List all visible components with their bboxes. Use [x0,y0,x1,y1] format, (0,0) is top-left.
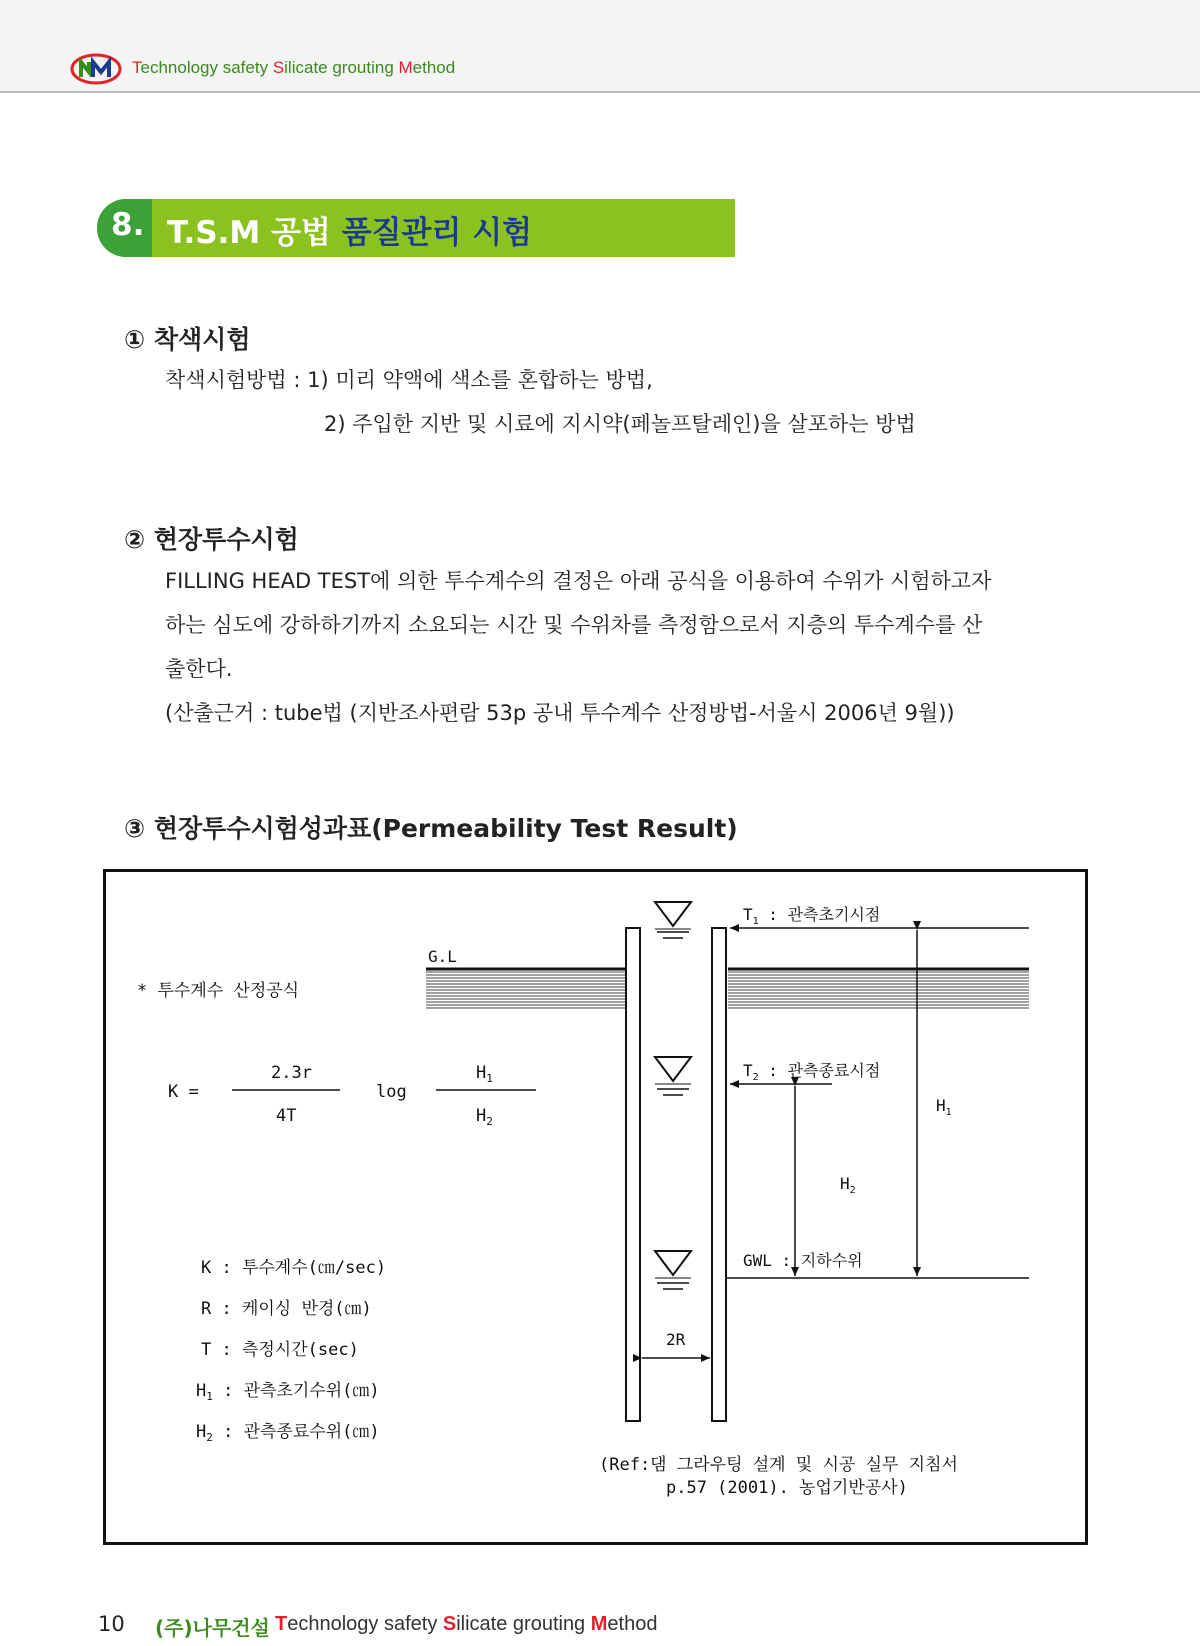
title-number-box [97,199,152,257]
gwl-label: GWL : 지하수위 [743,1251,863,1270]
formula-h1: $H_1$ [476,1063,493,1085]
t1-label: $T_1$ : 관측초기시점 [743,905,881,927]
water-level-symbol-1 [655,902,691,938]
water-level-symbol-3 [655,1251,691,1289]
page-number: 10 [98,1612,125,1636]
ground-left [426,969,626,1010]
formula-title: * 투수계수 산정공식 [137,981,300,1001]
footer-company: (주)나무건설 [155,1616,270,1640]
permeability-test-figure [103,869,1088,1545]
section1-heading: ① 착색시험 [124,325,251,354]
section3-heading: ③ 현장투수시험성과표(Permeability Test Result) [124,814,738,843]
water-level-symbol-2 [655,1057,691,1095]
ground-level-label: G.L [428,947,457,966]
page-title: T.S.M 공법 품질관리 시험 [167,215,533,251]
legend-item-r: R : 케이싱 반경(㎝) [201,1299,372,1319]
footer-brand: Technology safety Silicate grouting Method [275,1613,658,1635]
formula-h2: $H_2$ [476,1106,493,1128]
section1-line2: 2) 주입한 지반 및 시료에 지시약(페놀프탈레인)을 살포하는 방법 [324,412,916,436]
formula-log: log [376,1082,407,1102]
section-title-bar [97,199,735,257]
company-logo-icon [70,53,122,85]
casing-left [626,928,640,1421]
permeability-diagram [106,872,1085,1542]
formula-numerator: 2.3r [271,1063,312,1083]
section2-line3: 출한다. [165,657,233,681]
reference-line2: p.57 (2001). 농업기반공사) [666,1478,908,1498]
ground-right [728,969,1029,1010]
legend-item-h1: $H_1$ : 관측초기수위(㎝) [196,1381,380,1403]
legend-item-h2: $H_2$ : 관측종료수위(㎝) [196,1422,380,1444]
diameter-label: 2R [666,1330,686,1349]
h2-side-label: $H_2$ [840,1174,856,1196]
section2-line4: (산출근거 : tube법 (지반조사편람 53p 공내 투수계수 산정방법-서울시 2006년 9월)) [165,701,955,725]
casing-right [712,928,726,1421]
section2-line1: FILLING HEAD TEST에 의한 투수계수의 결정은 아래 공식을 이용하여 수위가 시험하고자 [165,569,992,593]
legend-item-k: K : 투수계수(㎝/sec) [201,1258,387,1278]
section1-line1: 착색시험방법 : 1) 미리 약액에 색소를 혼합하는 방법, [165,368,653,392]
t2-label: $T_2$ : 관측종료시점 [743,1061,881,1083]
page-header [0,0,1200,93]
reference-line1: (Ref:댐 그라우팅 설계 및 시공 실무 지침서 [599,1455,958,1475]
formula-denominator: 4T [276,1106,297,1126]
formula-k-equals: K = [168,1082,199,1102]
header-brand: Technology safety Silicate grouting Method [132,58,456,77]
legend-item-t: T : 측정시간(sec) [201,1340,359,1360]
section2-line2: 하는 심도에 강하하기까지 소요되는 시간 및 수위차를 측정함으로서 지층의 투수계수를 산 [165,613,983,637]
title-number: 8. [111,207,145,243]
section2-heading: ② 현장투수시험 [124,525,299,554]
h1-side-label: $H_1$ [936,1096,952,1118]
